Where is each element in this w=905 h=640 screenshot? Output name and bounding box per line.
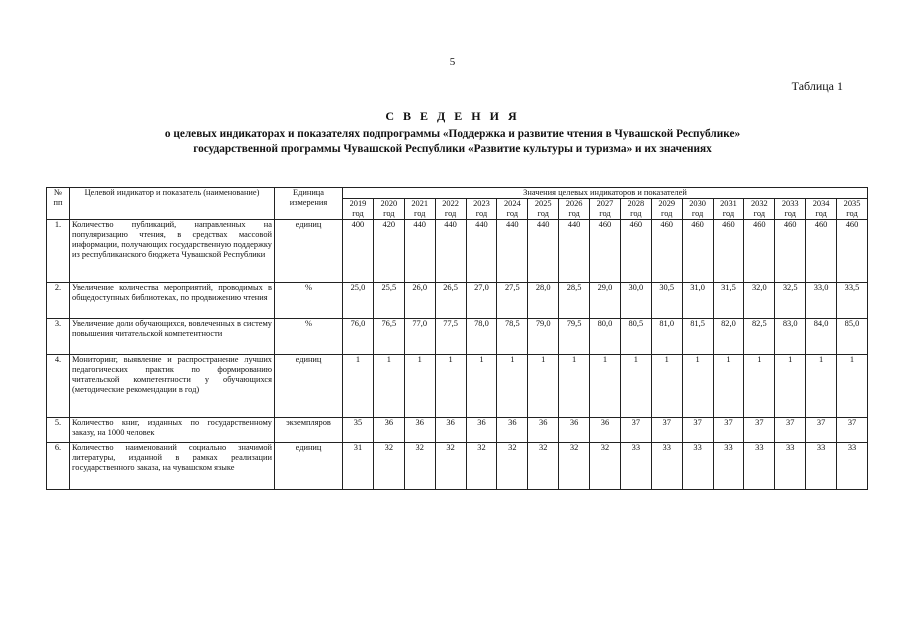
year-suffix: год bbox=[475, 209, 488, 218]
indicator-name: Количество книг, изданных по государственному заказу, на 1000 человек bbox=[70, 418, 275, 443]
year-value: 2034 bbox=[812, 199, 830, 208]
year-value: 2030 bbox=[689, 199, 706, 208]
indicator-value: 32 bbox=[528, 443, 559, 490]
year-header bbox=[775, 199, 806, 220]
table-row bbox=[47, 418, 868, 443]
indicator-value: 32 bbox=[497, 443, 528, 490]
year-header bbox=[466, 199, 497, 220]
row-number: 4. bbox=[47, 355, 70, 418]
indicator-value: 36 bbox=[373, 418, 404, 443]
indicator-value: 440 bbox=[559, 220, 590, 283]
indicator-value: 25,0 bbox=[343, 283, 374, 319]
indicator-value: 33 bbox=[806, 443, 837, 490]
indicator-value: 32,0 bbox=[744, 283, 775, 319]
indicator-value: 31,0 bbox=[682, 283, 713, 319]
indicator-value: 80,0 bbox=[590, 319, 621, 355]
indicator-value: 32 bbox=[466, 443, 497, 490]
indicator-value: 33,0 bbox=[806, 283, 837, 319]
indicator-value: 440 bbox=[497, 220, 528, 283]
table-label: Таблица 1 bbox=[791, 79, 843, 93]
indicator-value: 37 bbox=[651, 418, 682, 443]
indicator-value: 1 bbox=[373, 355, 404, 418]
indicator-value: 460 bbox=[806, 220, 837, 283]
indicator-value: 28,0 bbox=[528, 283, 559, 319]
indicator-value: 81,5 bbox=[682, 319, 713, 355]
indicator-value: 28,5 bbox=[559, 283, 590, 319]
indicator-value: 76,5 bbox=[373, 319, 404, 355]
year-value: 2032 bbox=[750, 199, 768, 208]
indicator-value: 27,0 bbox=[466, 283, 497, 319]
row-number: 2. bbox=[47, 283, 70, 319]
table-row bbox=[47, 443, 868, 490]
indicator-unit: экземпляров bbox=[275, 418, 343, 443]
indicator-value: 26,0 bbox=[404, 283, 435, 319]
indicator-value: 460 bbox=[590, 220, 621, 283]
indicator-value: 29,0 bbox=[590, 283, 621, 319]
year-suffix: год bbox=[846, 209, 858, 218]
year-value: 2021 bbox=[411, 199, 429, 208]
indicator-unit: единиц bbox=[275, 355, 343, 418]
year-header bbox=[806, 199, 837, 220]
indicator-value: 82,0 bbox=[713, 319, 744, 355]
year-suffix: год bbox=[753, 209, 766, 218]
indicator-value: 36 bbox=[497, 418, 528, 443]
year-suffix: год bbox=[444, 209, 457, 218]
indicator-value: 37 bbox=[837, 418, 868, 443]
indicator-name: Количество публикаций, направленных на популяризацию чтения, в средствах массовой информации, получающих государственную поддержку из республиканского бюджета Чувашской Республики bbox=[70, 220, 275, 283]
year-suffix: год bbox=[506, 209, 519, 218]
indicator-value: 78,0 bbox=[466, 319, 497, 355]
indicator-value: 1 bbox=[713, 355, 744, 418]
indicator-value: 37 bbox=[775, 418, 806, 443]
indicator-value: 36 bbox=[404, 418, 435, 443]
table-row bbox=[47, 220, 868, 283]
indicator-value: 37 bbox=[806, 418, 837, 443]
year-value: 2019 bbox=[349, 199, 367, 208]
document-subtitle bbox=[0, 127, 905, 157]
indicator-name: Количество наименований социально значимой литературы, изданной в рамках реализации государственного заказа, на чувашском языке bbox=[70, 443, 275, 490]
year-value: 2035 bbox=[843, 199, 861, 208]
indicator-name: Мониторинг, выявление и распространение лучших педагогических практик по формированию читательской компетентности у обучающихся (методические рекомендации в год) bbox=[70, 355, 275, 418]
indicator-value: 81,0 bbox=[651, 319, 682, 355]
year-header bbox=[837, 199, 868, 220]
indicator-value: 460 bbox=[775, 220, 806, 283]
year-suffix: год bbox=[413, 209, 426, 218]
indicator-value: 460 bbox=[713, 220, 744, 283]
indicator-value: 1 bbox=[837, 355, 868, 418]
indicator-value: 1 bbox=[651, 355, 682, 418]
year-value: 2020 bbox=[380, 199, 398, 208]
indicator-value: 1 bbox=[528, 355, 559, 418]
indicator-value: 36 bbox=[528, 418, 559, 443]
year-suffix: год bbox=[537, 209, 549, 218]
year-suffix: год bbox=[815, 209, 827, 218]
year-value: 2033 bbox=[781, 199, 799, 208]
indicators-table bbox=[46, 187, 868, 490]
year-value: 2029 bbox=[658, 199, 676, 208]
indicator-value: 85,0 bbox=[837, 319, 868, 355]
year-header bbox=[559, 199, 590, 220]
indicator-value: 1 bbox=[559, 355, 590, 418]
table-row bbox=[47, 283, 868, 319]
indicator-value: 36 bbox=[559, 418, 590, 443]
indicator-value: 1 bbox=[744, 355, 775, 418]
indicator-value: 84,0 bbox=[806, 319, 837, 355]
indicator-value: 32 bbox=[404, 443, 435, 490]
year-suffix: год bbox=[722, 209, 735, 218]
indicator-value: 33 bbox=[744, 443, 775, 490]
indicator-value: 1 bbox=[590, 355, 621, 418]
year-header bbox=[744, 199, 775, 220]
indicator-value: 79,5 bbox=[559, 319, 590, 355]
indicator-unit: единиц bbox=[275, 443, 343, 490]
indicator-value: 33 bbox=[620, 443, 651, 490]
indicator-value: 27,5 bbox=[497, 283, 528, 319]
indicator-value: 1 bbox=[806, 355, 837, 418]
document-title: С В Е Д Е Н И Я bbox=[385, 109, 520, 123]
indicator-value: 1 bbox=[497, 355, 528, 418]
header-indicator: Целевой индикатор и показатель (наименование) bbox=[70, 188, 275, 220]
year-suffix: год bbox=[352, 209, 364, 218]
indicator-value: 460 bbox=[651, 220, 682, 283]
year-header bbox=[343, 199, 374, 220]
year-value: 2023 bbox=[473, 199, 490, 208]
indicator-value: 30,5 bbox=[651, 283, 682, 319]
indicator-value: 31 bbox=[343, 443, 374, 490]
year-value: 2022 bbox=[442, 199, 459, 208]
indicator-value: 400 bbox=[343, 220, 374, 283]
year-header bbox=[404, 199, 435, 220]
year-value: 2028 bbox=[627, 199, 645, 208]
indicator-value: 1 bbox=[404, 355, 435, 418]
indicator-value: 35 bbox=[343, 418, 374, 443]
year-header bbox=[713, 199, 744, 220]
indicator-unit: % bbox=[275, 283, 343, 319]
indicator-value: 76,0 bbox=[343, 319, 374, 355]
indicator-value: 37 bbox=[682, 418, 713, 443]
indicator-value: 36 bbox=[466, 418, 497, 443]
indicator-name: Увеличение доли обучающихся, вовлеченных в систему повышения читательской компетентности bbox=[70, 319, 275, 355]
indicator-unit: % bbox=[275, 319, 343, 355]
indicator-value: 32 bbox=[373, 443, 404, 490]
indicator-value: 26,5 bbox=[435, 283, 466, 319]
indicator-value: 33 bbox=[775, 443, 806, 490]
year-header bbox=[682, 199, 713, 220]
indicator-value: 30,0 bbox=[620, 283, 651, 319]
year-value: 2026 bbox=[565, 199, 583, 208]
indicator-value: 1 bbox=[343, 355, 374, 418]
indicator-value: 31,5 bbox=[713, 283, 744, 319]
indicator-value: 440 bbox=[528, 220, 559, 283]
indicator-value: 1 bbox=[775, 355, 806, 418]
indicator-value: 440 bbox=[435, 220, 466, 283]
indicator-value: 460 bbox=[682, 220, 713, 283]
year-suffix: год bbox=[383, 209, 395, 218]
year-suffix: год bbox=[630, 209, 642, 218]
indicator-value: 1 bbox=[466, 355, 497, 418]
year-suffix: год bbox=[568, 209, 580, 218]
table-body bbox=[47, 220, 868, 490]
indicator-value: 32 bbox=[590, 443, 621, 490]
indicator-name: Увеличение количества мероприятий, проводимых в общедоступных библиотеках, по продвижению чтения bbox=[70, 283, 275, 319]
subtitle-line-1: о целевых индикаторах и показателях подпрограммы «Поддержка и развитие чтения в Чувашской Республике» bbox=[164, 128, 741, 140]
indicator-value: 77,0 bbox=[404, 319, 435, 355]
year-header bbox=[590, 199, 621, 220]
indicator-value: 1 bbox=[682, 355, 713, 418]
year-suffix: год bbox=[691, 209, 704, 218]
indicator-value: 77,5 bbox=[435, 319, 466, 355]
year-header bbox=[373, 199, 404, 220]
year-value: 2027 bbox=[596, 199, 614, 208]
indicator-value: 460 bbox=[837, 220, 868, 283]
year-suffix: год bbox=[784, 209, 796, 218]
indicator-value: 33 bbox=[682, 443, 713, 490]
year-value: 2025 bbox=[534, 199, 552, 208]
indicator-value: 79,0 bbox=[528, 319, 559, 355]
year-header bbox=[435, 199, 466, 220]
indicator-value: 420 bbox=[373, 220, 404, 283]
indicator-value: 1 bbox=[435, 355, 466, 418]
indicator-value: 25,5 bbox=[373, 283, 404, 319]
indicator-value: 37 bbox=[744, 418, 775, 443]
year-header bbox=[528, 199, 559, 220]
indicator-value: 80,5 bbox=[620, 319, 651, 355]
page-number: 5 bbox=[449, 56, 456, 68]
indicator-value: 33 bbox=[651, 443, 682, 490]
indicator-value: 32 bbox=[435, 443, 466, 490]
indicator-value: 32 bbox=[559, 443, 590, 490]
indicator-value: 33 bbox=[837, 443, 868, 490]
row-number: 1. bbox=[47, 220, 70, 283]
table-row bbox=[47, 319, 868, 355]
year-value: 2031 bbox=[720, 199, 737, 208]
year-suffix: год bbox=[599, 209, 611, 218]
indicator-unit: единиц bbox=[275, 220, 343, 283]
indicator-value: 1 bbox=[620, 355, 651, 418]
row-number: 3. bbox=[47, 319, 70, 355]
header-values: Значения целевых индикаторов и показателей bbox=[343, 188, 868, 199]
year-header bbox=[497, 199, 528, 220]
indicator-value: 78,5 bbox=[497, 319, 528, 355]
year-header bbox=[651, 199, 682, 220]
indicator-value: 32,5 bbox=[775, 283, 806, 319]
year-suffix: год bbox=[660, 209, 673, 218]
table-row bbox=[47, 355, 868, 418]
indicator-value: 83,0 bbox=[775, 319, 806, 355]
indicator-value: 440 bbox=[466, 220, 497, 283]
indicator-value: 460 bbox=[744, 220, 775, 283]
row-number: 5. bbox=[47, 418, 70, 443]
indicator-value: 37 bbox=[713, 418, 744, 443]
indicator-value: 33,5 bbox=[837, 283, 868, 319]
indicator-value: 37 bbox=[620, 418, 651, 443]
row-number: 6. bbox=[47, 443, 70, 490]
indicator-value: 36 bbox=[435, 418, 466, 443]
indicator-value: 460 bbox=[620, 220, 651, 283]
indicator-value: 82,5 bbox=[744, 319, 775, 355]
subtitle-line-2: государственной программы Чувашской Республики «Развитие культуры и туризма» и их значениях bbox=[193, 143, 712, 155]
year-value: 2024 bbox=[503, 199, 521, 208]
indicator-value: 440 bbox=[404, 220, 435, 283]
header-number: № пп bbox=[47, 188, 70, 220]
header-unit: Единица измерения bbox=[275, 188, 343, 220]
indicator-value: 33 bbox=[713, 443, 744, 490]
year-header bbox=[620, 199, 651, 220]
indicator-value: 36 bbox=[590, 418, 621, 443]
